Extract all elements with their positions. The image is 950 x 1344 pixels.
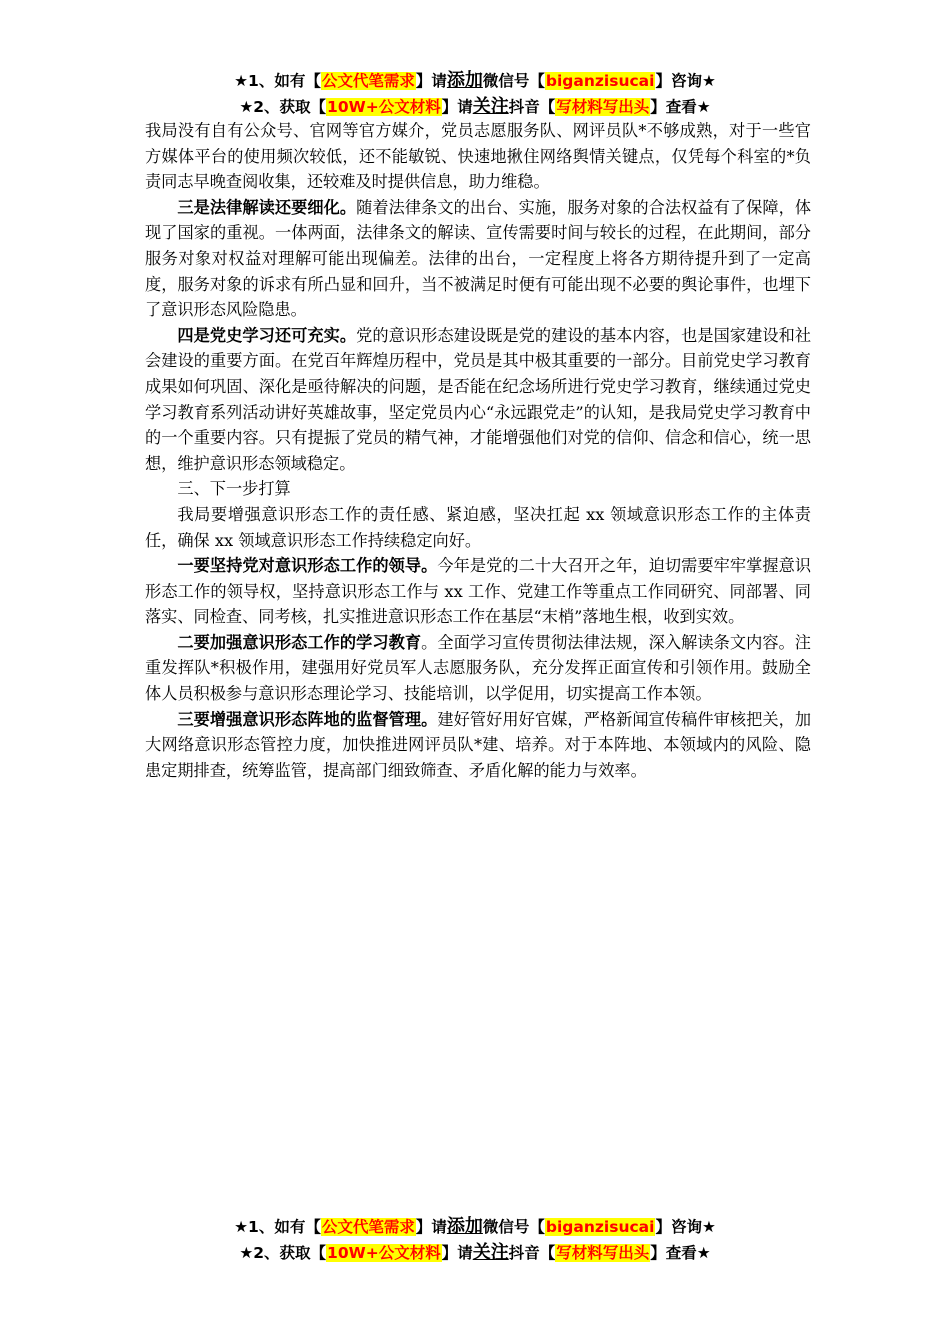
paragraph: 三是法律解读还要细化。随着法律条文的出台、实施，服务对象的合法权益有了保障，体现了国家的重视。一体两面，法律条文的解读、宣传需要时间与较长的过程，在此期间，部分服务对象对权益对理解可能出现偏差。法律的出台，一定程度上将各方期待提升到了一定高度，服务对象的诉求有所凸显和回升，当不被满足时便有可能出现不必要的舆论事件，也埋下了意识形态风险隐患。: [145, 197, 812, 320]
paragraph-heading: 二要加强意识形态工作的学习教育: [177, 632, 422, 652]
emphasis-add: 添加: [446, 70, 483, 91]
paragraph-heading: 一要坚持党对意识形态工作的领导。: [177, 556, 438, 576]
highlight-wechat-id: biganzisucai: [545, 1218, 655, 1236]
section-heading: 三、下一步打算: [177, 479, 291, 499]
banner-line-1: ★1、如有【公文代笔需求】请添加微信号【biganzisucai】咨询★: [234, 70, 716, 91]
banner-line-2: ★2、获取【10W+公文材料】请关注抖音【写材料写出头】查看★: [239, 1242, 711, 1263]
paragraph: 四是党史学习还可充实。党的意识形态建设既是党的建设的基本内容，也是国家建设和社会建设的重要方面。在党百年辉煌历程中，党员是其中极其重要的一部分。目前党史学习教育成果如何巩固、深化是亟待解决的问题，是否能在纪念场所进行党史学习教育，继续通过党史学习教育系列活动讲好英雄故事，坚定党员内心“永远跟党走”的认知，是我局党史学习教育中的一个重要内容。只有提振了党员的精气神，才能增强他们对党的信仰、信念和信心，统一思想，维护意识形态领域稳定。: [145, 325, 812, 473]
highlight-ghostwriting: 公文代笔需求: [321, 1218, 415, 1236]
highlight-materials: 10W+公文材料: [327, 98, 441, 116]
banner-line-2: ★2、获取【10W+公文材料】请关注抖音【写材料写出头】查看★: [239, 96, 711, 117]
emphasis-add: 添加: [446, 1216, 483, 1237]
paragraph-heading: 三是法律解读还要细化。: [177, 197, 357, 217]
highlight-douyin-id: 写材料写出头: [556, 1244, 650, 1262]
paragraph: 一要坚持党对意识形态工作的领导。今年是党的二十大召开之年，迫切需要牢牢掌握意识形态工作的领导权，坚持意识形态工作与 xx 工作、党建工作等重点工作同研究、同部署、同落实、同检查、同考核，扎实推进意识形态工作在基层“末梢”落地生根，收到实效。: [145, 556, 811, 627]
paragraph: 我局没有自有公众号、官网等官方媒介，党员志愿服务队、网评员队*不够成熟，对于一些官方媒体平台的使用频次较低，还不能敏锐、快速地揪住网络舆情关键点，仅凭每个科室的*负责同志早晚查阅收集，还较难及时提供信息，助力维稳。: [145, 121, 811, 192]
header-banner: [0, 68, 950, 120]
paragraph: 二要加强意识形态工作的学习教育。全面学习宣传贯彻法律法规，深入解读条文内容。注重发挥队*积极作用，建强用好党员军人志愿服务队，充分发挥正面宣传和引领作用。鼓励全体人员积极参与意识形态理论学习、技能培训，以学促用，切实提高工作本领。: [145, 632, 811, 704]
star-icon: ★: [239, 1244, 254, 1262]
star-icon: ★: [234, 72, 249, 90]
highlight-wechat-id: biganzisucai: [545, 72, 655, 90]
emphasis-follow: 关注: [472, 96, 509, 117]
star-icon: ★: [239, 98, 254, 116]
banner-line-1: ★1、如有【公文代笔需求】请添加微信号【biganzisucai】咨询★: [234, 1216, 716, 1237]
highlight-materials: 10W+公文材料: [327, 1244, 441, 1262]
star-icon: ★: [234, 1218, 249, 1236]
paragraph-heading: 四是党史学习还可充实。: [177, 325, 357, 345]
footer-banner: [0, 1214, 950, 1266]
highlight-douyin-id: 写材料写出头: [556, 98, 650, 116]
document-body: [145, 118, 811, 783]
highlight-ghostwriting: 公文代笔需求: [321, 72, 415, 90]
emphasis-follow: 关注: [472, 1242, 509, 1263]
paragraph: 三要增强意识形态阵地的监督管理。建好管好用好官媒，严格新闻宣传稿件审核把关，加大网络意识形态管控力度，加快推进网评员队*建、培养。对于本阵地、本领域内的风险、隐患定期排查，统筹监管，提高部门细致筛查、矛盾化解的能力与效率。: [145, 709, 811, 780]
paragraph: 我局要增强意识形态工作的责任感、紧迫感，坚决扛起 xx 领域意识形态工作的主体责任，确保 xx 领域意识形态工作持续稳定向好。: [145, 504, 811, 550]
paragraph-heading: 三要增强意识形态阵地的监督管理。: [177, 709, 438, 729]
